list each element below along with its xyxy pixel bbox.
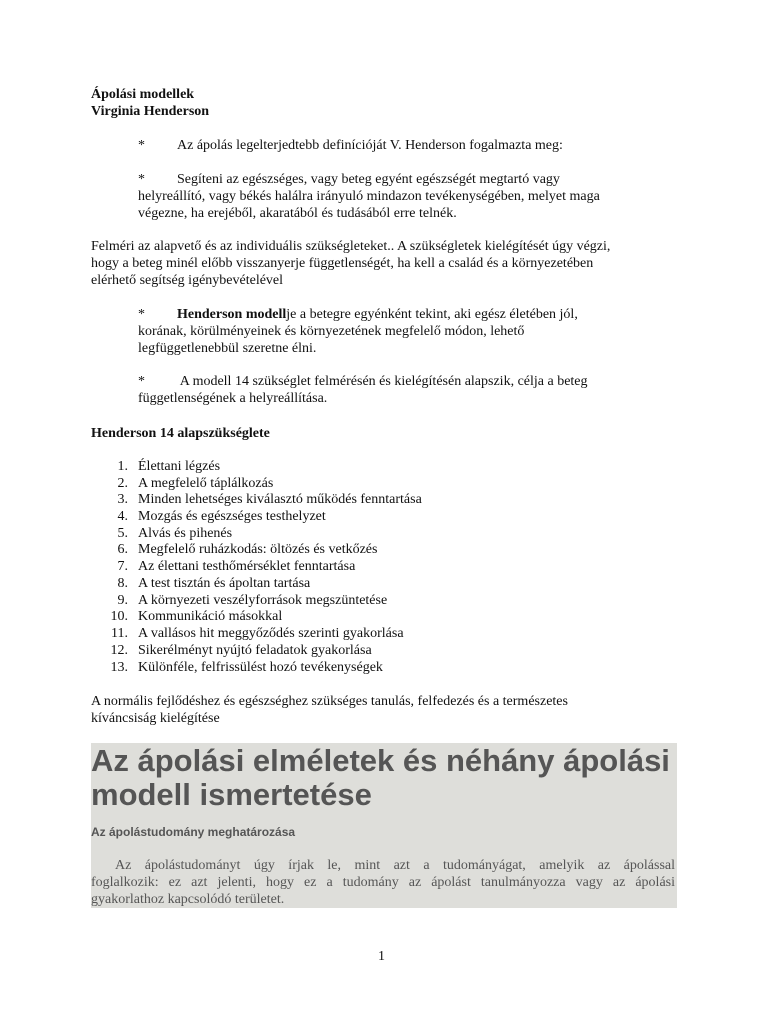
bullet-marker: *: [138, 172, 145, 187]
doc-title: Ápolási modellek: [91, 87, 195, 102]
list-item-number: 10.: [110, 609, 128, 624]
list-item: Kommunikáció másokkal: [138, 609, 283, 624]
bullet-text: [177, 306, 578, 323]
section-body-line: gyakorlathoz kapcsolódó területet.: [91, 892, 285, 907]
list-item: Élettani légzés: [138, 459, 221, 474]
list-item-number: 9.: [117, 593, 128, 608]
bullet-text: legfüggetlenebbül szeretne élni.: [138, 341, 317, 356]
paragraph-line: Felméri az alapvető és az individuális szükségleteket.. A szükségletek kielégítését úgy végzi,: [91, 239, 611, 254]
list-item-number: 11.: [111, 626, 128, 641]
list-item-number: 7.: [117, 559, 128, 574]
bullet-text: A modell 14 szükséglet felmérésén és kielégítésén alapszik, célja a beteg: [177, 374, 588, 389]
needs-heading: Henderson 14 alapszükséglete: [91, 426, 270, 441]
bullet-text: helyreállító, vagy békés halálra irányuló mindazon tevékenységében, melyet maga: [138, 189, 600, 204]
section-body-line: foglalkozik: ez azt jelenti, hogy ez a tudomány az ápolást tanulmányozza vagy az ápolási: [91, 875, 675, 890]
list-item: A vallásos hit meggyőződés szerinti gyakorlása: [138, 626, 404, 641]
list-item: A test tisztán és ápoltan tartása: [138, 576, 311, 591]
list-item: Az élettani testhőmérséklet fenntartása: [138, 559, 356, 574]
bullet-text: Az ápolás legelterjedtebb definícióját V. Henderson fogalmazta meg:: [177, 138, 563, 153]
list-item-number: 5.: [117, 526, 128, 541]
page-number: 1: [378, 949, 385, 964]
list-item: Megfelelő ruházkodás: öltözés és vetkőzés: [138, 542, 378, 557]
henderson-model-term: Henderson modell: [177, 307, 287, 322]
section-body-line: Az ápolástudományt úgy írjak le, mint azt a tudományágat, amelyik az ápolással: [115, 858, 675, 873]
list-item: Különféle, felfrissülést hozó tevékenységek: [138, 660, 383, 675]
paragraph-line: hogy a beteg minél előbb visszanyerje függetlenségét, ha kell a család és a környezetében: [91, 256, 594, 271]
list-item: Alvás és pihenés: [138, 526, 233, 541]
list-item-number: 4.: [117, 509, 128, 524]
list-item-number: 2.: [117, 476, 128, 491]
bullet-marker: *: [138, 374, 145, 389]
list-item-number: 6.: [117, 542, 128, 557]
list-item: A megfelelő táplálkozás: [138, 476, 274, 491]
bullet-marker: *: [138, 138, 145, 153]
list-item-number: 12.: [110, 643, 128, 658]
paragraph-line: A normális fejlődéshez és egészséghez szükséges tanulás, felfedezés és a természetes: [91, 694, 568, 709]
list-item: Mozgás és egészséges testhelyzet: [138, 509, 326, 524]
bullet-text: függetlenségének a helyreállítása.: [138, 391, 328, 406]
list-item-number: 8.: [117, 576, 128, 591]
bullet-text: végezne, ha erejéből, akaratából és tudásából erre telnék.: [138, 206, 457, 221]
paragraph-line: elérhető segítség igénybevételével: [91, 273, 284, 288]
list-item: A környezeti veszélyforrások megszüntetése: [138, 593, 388, 608]
list-item-number: 13.: [110, 660, 128, 675]
bullet-text: Segíteni az egészséges, vagy beteg egyént egészségét megtartó vagy: [177, 172, 560, 187]
section-subheading: Az ápolástudomány meghatározása: [91, 825, 296, 839]
list-item: Sikerélményt nyújtó feladatok gyakorlása: [138, 643, 372, 658]
paragraph-line: kíváncsiság kielégítése: [91, 711, 220, 726]
bullet-marker: *: [138, 307, 145, 322]
list-item: Minden lehetséges kiválasztó működés fenntartása: [138, 492, 422, 507]
bullet-text: korának, körülményeinek és környezetének megfelelő módon, lehető: [138, 324, 525, 339]
section-heading-line: Az ápolási elméletek és néhány ápolási: [91, 743, 670, 778]
section-heading-line: modell ismertetése: [91, 777, 372, 812]
list-item-number: 1.: [117, 459, 128, 474]
doc-subtitle: Virginia Henderson: [91, 104, 210, 119]
section-heading: [91, 744, 670, 812]
bullet-text-rest: je a betegre egyénként tekint, aki egész életében jól,: [286, 307, 578, 322]
list-item-number: 3.: [117, 492, 128, 507]
